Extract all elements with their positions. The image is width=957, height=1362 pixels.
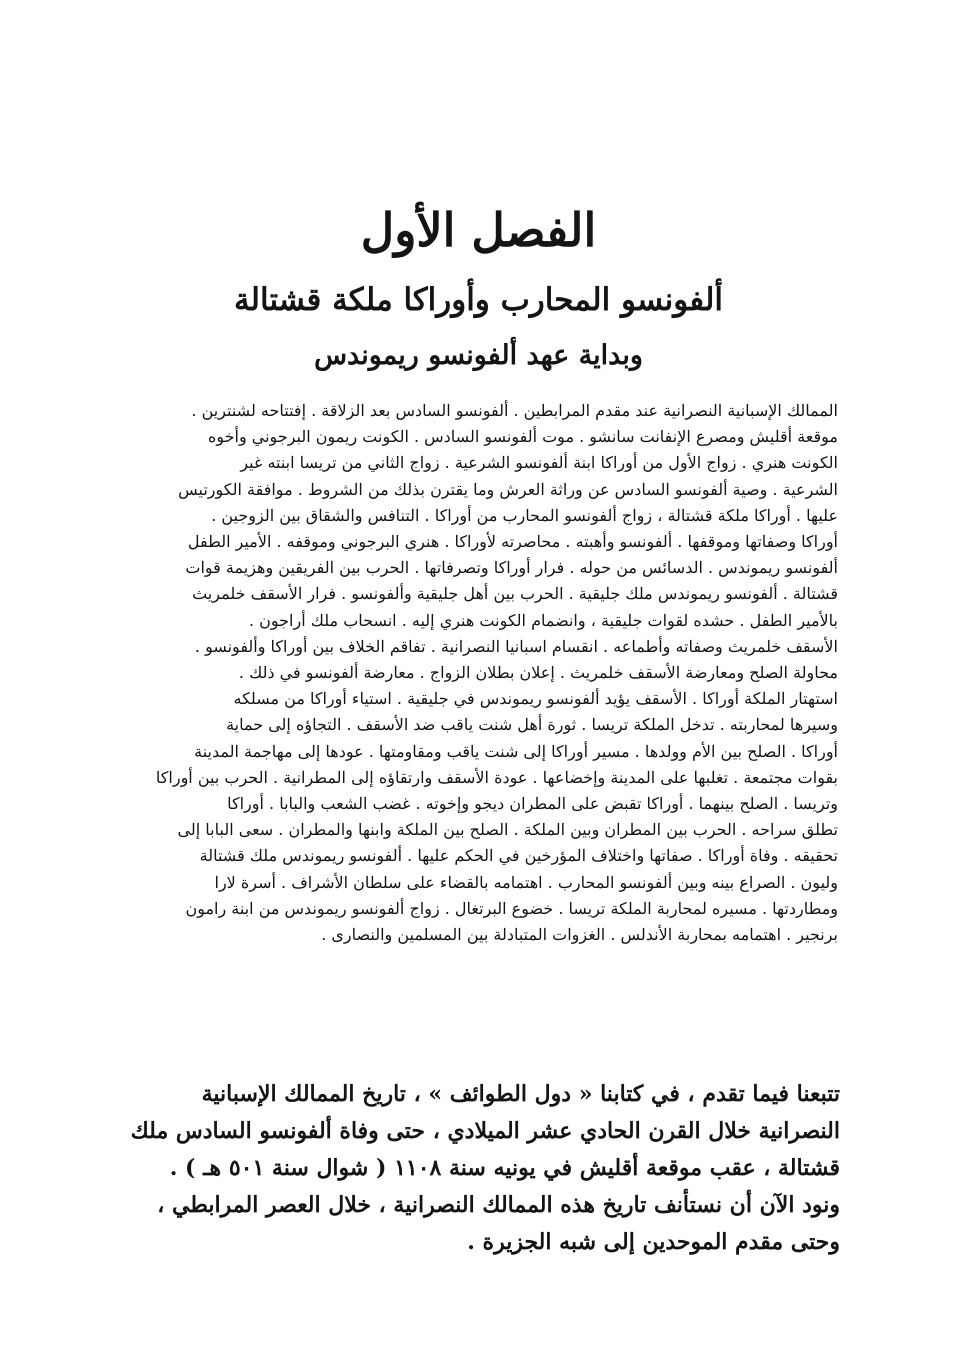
body-line: قشتالة ، عقب موقعة أقليش في يونيه سنة ١١٠٨ ( شوال سنة ٥٠١ هـ ) . (169, 1155, 840, 1181)
summary-line: تطلق سراحه . الحرب بين المطران وبين الملكة . الصلح بين الملكة وابنها والمطران . سعى البابا إلى (177, 820, 838, 840)
summary-line: أوراكا . الصلح بين الأم وولدها . مسير أوراكا إلى شنت ياقب ومقاومتها . عودها إلى مهاجمة المدينة (194, 741, 838, 761)
summary-line: وليون . الصراع بينه وبين ألفونسو المحارب . اهتمامه بالقضاء على سلطان الأشراف . أسرة لارا (214, 872, 838, 892)
summary-line: الممالك الإسبانية النصرانية عند مقدم المرابطين . ألفونسو السادس بعد الزلاقة . إفتتاحه لشنترين . (191, 401, 838, 420)
summary-line: الكونت هنري . زواج الأول من أوراكا ابنة ألفونسو الشرعية . زواج الثاني من تريسا ابنته غير (240, 453, 838, 473)
summary-line: بالأمير الطفل . حشده لقوات جليقية ، وانضمام الكونت هنري إليه . انسحاب ملك أراجون . (248, 610, 838, 630)
summary-line: برنجير . اهتمامه بمحاربة الأندلس . الغزوات المتبادلة بين المسلمين والنصارى . (321, 925, 838, 945)
summary-line: الشرعية . وصية ألفونسو السادس عن وراثة العرش وما يقترن بذلك من الشروط . موافقة الكورتيس (178, 479, 838, 499)
summary-line: وسيرها لمحاربته . تدخل الملكة تريسا . ثورة أهل شنت ياقب ضد الأسقف . التجاؤه إلى حماية (226, 715, 838, 735)
body-paragraph (122, 1076, 840, 1261)
body-line: وحتى مقدم الموحدين إلى شبه الجزيرة . (467, 1229, 840, 1255)
summary-line: استهتار الملكة أوراكا . الأسقف يؤيد ألفونسو ريموندس في جليقية . استياء أوراكا من مسلكه (233, 689, 838, 709)
summary-line: قشتالة . ألفونسو ريموندس ملك جليقية . الحرب بين أهل جليقية وألفونسو . فرار الأسقف خلمريث (192, 584, 838, 604)
summary-line: ألفونسو ريموندس . الدسائس من حوله . فرار أوراكا وتصرفاتها . الحرب بين الفريقين وهزيمة قوات (185, 558, 838, 578)
body-line: تتبعنا فيما تقدم ، في كتابنا « دول الطوائف » ، تاريخ الممالك الإسبانية (201, 1081, 840, 1107)
summary-line: عليها . أوراكا ملكة قشتالة ، زواج ألفونسو المحارب من أوراكا . التنافس والشقاق بين الزوجين . (211, 505, 838, 525)
summary-line: ومطاردتها . مسيره لمحاربة الملكة تريسا . خضوع البرتغال . زواج ألفونسو ريموندس من ابنة رامون (185, 898, 838, 918)
summary-line: أوراكا وصفاتها وموقفها . ألفونسو وأهبته . محاصرته لأوراكا . هنري البرجوني وموقفه . الأمير الطفل (187, 532, 838, 552)
summary-line: موقعة أقليش ومصرع الإنفانت سانشو . موت ألفونسو السادس . الكونت ريمون البرجوني وأخوه (207, 427, 838, 447)
body-line: النصرانية خلال القرن الحادي عشر الميلادي ، حتى وفاة ألفونسو السادس ملك (130, 1118, 840, 1144)
body-line: ونود الآن أن نستأنف تاريخ هذه الممالك النصرانية ، خلال العصر المرابطي ، (157, 1192, 840, 1218)
chapter-title: الفصل الأول (360, 203, 597, 257)
summary-line: الأسقف خلمريث وصفاته وأطماعه . انقسام اسبانيا النصرانية . تفاقم الخلاف بين أوراكا وألفونسو . (194, 636, 838, 656)
chapter-summary (126, 398, 838, 948)
summary-line: وتريسا . الصلح بينهما . أوراكا تقبض على المطران ديجو وإخوته . غضب الشعب والبابا . أوراكا (227, 794, 838, 814)
summary-line: محاولة الصلح ومعارضة الأسقف خلمريث . إعلان بطلان الزواج . معارضة ألفونسو في ذلك . (238, 663, 838, 683)
summary-line: بقوات مجتمعة . تغلبها على المدينة وإخضاعها . عودة الأسقف وارتقاؤه إلى المطرانية . الحرب بين أوراكا (155, 767, 838, 787)
summary-line: تحقيقه . وفاة أوراكا . صفاتها واختلاف المؤرخين في الحكم عليها . ألفونسو ريموندس ملك قشتالة (199, 846, 838, 866)
chapter-subtitle: ألفونسو المحارب وأوراكا ملكة قشتالة (233, 282, 724, 318)
chapter-subtitle-secondary: وبداية عهد ألفونسو ريموندس (314, 340, 643, 371)
